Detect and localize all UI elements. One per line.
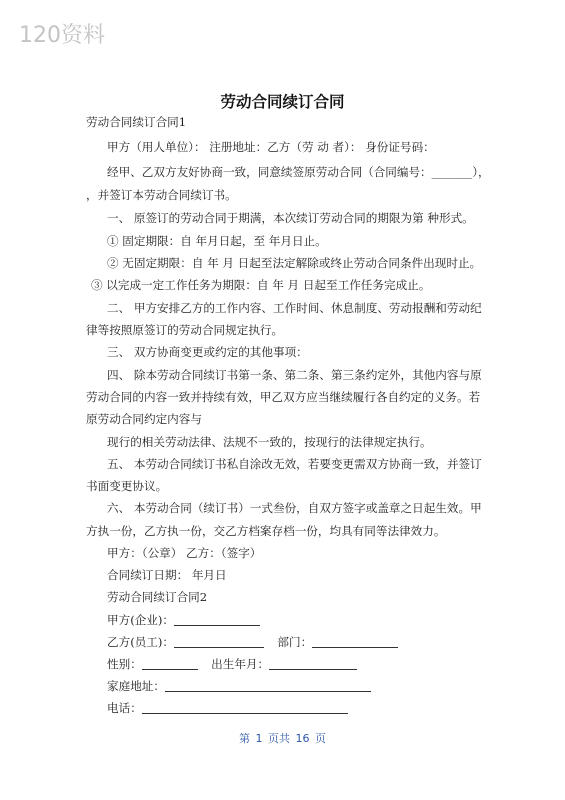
- address-blank[interactable]: [165, 679, 371, 692]
- party-b-blank[interactable]: [174, 635, 264, 648]
- phone-label: 电话：: [107, 701, 142, 715]
- text-line: 四、 除本劳动合同续订书第一条、第二条、第三条约定外，其他内容与原: [107, 368, 482, 382]
- form-row-party-b: [107, 634, 398, 650]
- gender-label: 性别：: [107, 657, 142, 671]
- form-row-address: [107, 678, 371, 694]
- dept-blank[interactable]: [312, 635, 398, 648]
- address-label: 家庭地址：: [107, 679, 165, 693]
- footer-suffix: 页: [315, 732, 326, 745]
- party-a-blank[interactable]: [174, 613, 260, 626]
- text-line: 二、 甲方安排乙方的工作内容、工作时间、休息制度、劳动报酬和劳动纪: [107, 301, 482, 315]
- text-line: 甲方（用人单位）： 注册地址：乙方（劳 动 者）： 身份证号码：: [107, 140, 435, 154]
- phone-blank[interactable]: [142, 701, 348, 714]
- watermark-logo: 120资料: [19, 23, 105, 48]
- text-line: 原劳动合同约定内容与: [86, 412, 202, 426]
- text-line: 方执一份，乙方执一份，交乙方档案存档一份，均具有同等法律效力。: [86, 524, 446, 538]
- document-title: 劳动合同续订合同: [220, 93, 345, 111]
- current-page: 1: [255, 732, 263, 745]
- text-line: 一、 原签订的劳动合同于期满，本次续订劳动合同的期限为第 种形式。: [107, 211, 474, 225]
- footer-prefix: 第: [239, 732, 250, 745]
- text-line: 三、 双方协商变更或约定的其他事项：: [107, 345, 308, 359]
- text-line: ，并签订本劳动合同续订书。: [86, 188, 237, 202]
- text-line: ③ 以完成一定工作任务为期限：自 年 月 日起至工作任务完成止。: [91, 278, 431, 292]
- form-row-phone: [107, 700, 348, 716]
- text-line: 经甲、乙双方友好协商一致，同意续签原劳动合同（合同编号：_______），: [107, 165, 490, 179]
- text-line: 现行的相关劳动法律、法规不一致的，按现行的法律规定执行。: [107, 435, 432, 449]
- party-a-label: 甲方(企业)：: [107, 613, 175, 627]
- birth-label: 出生年月：: [211, 657, 270, 671]
- footer-middle: 页共: [268, 732, 290, 745]
- birth-blank[interactable]: [269, 657, 357, 670]
- text-line: 五、 本劳动合同续订书私自涂改无效，若要变更需双方协商一致，并签订: [107, 457, 482, 471]
- text-line: 律等按照原签订的劳动合同规定执行。: [86, 323, 284, 337]
- form-row-gender: [107, 656, 357, 672]
- total-pages: 16: [295, 732, 310, 745]
- text-line: 合同续订日期： 年月日: [107, 568, 227, 582]
- text-line: 六、 本劳动合同（续订书）一式叁份，自双方签字或盖章之日起生效。甲: [107, 501, 482, 515]
- party-b-label: 乙方(员工)：: [107, 635, 175, 649]
- text-line: 劳动合同的内容一致并持续有效，甲乙双方应当继续履行各自约定的义务。若: [86, 390, 481, 404]
- text-line: ① 固定期限：自 年月日起，至 年月日止。: [107, 234, 327, 248]
- dept-label: 部门：: [277, 635, 313, 649]
- text-line: 劳动合同续订合同2: [107, 590, 208, 604]
- text-line: 劳动合同续订合同1: [86, 115, 187, 129]
- text-line: 书面变更协议。: [86, 479, 168, 493]
- text-line: ② 无固定期限：自 年 月 日起至法定解除或终止劳动合同条件出现时止。: [107, 256, 482, 270]
- form-row-party-a: [107, 612, 260, 628]
- page-footer: [0, 730, 565, 746]
- text-line: 甲方：（公章） 乙方：（签字）: [107, 546, 262, 560]
- gender-blank[interactable]: [142, 657, 198, 670]
